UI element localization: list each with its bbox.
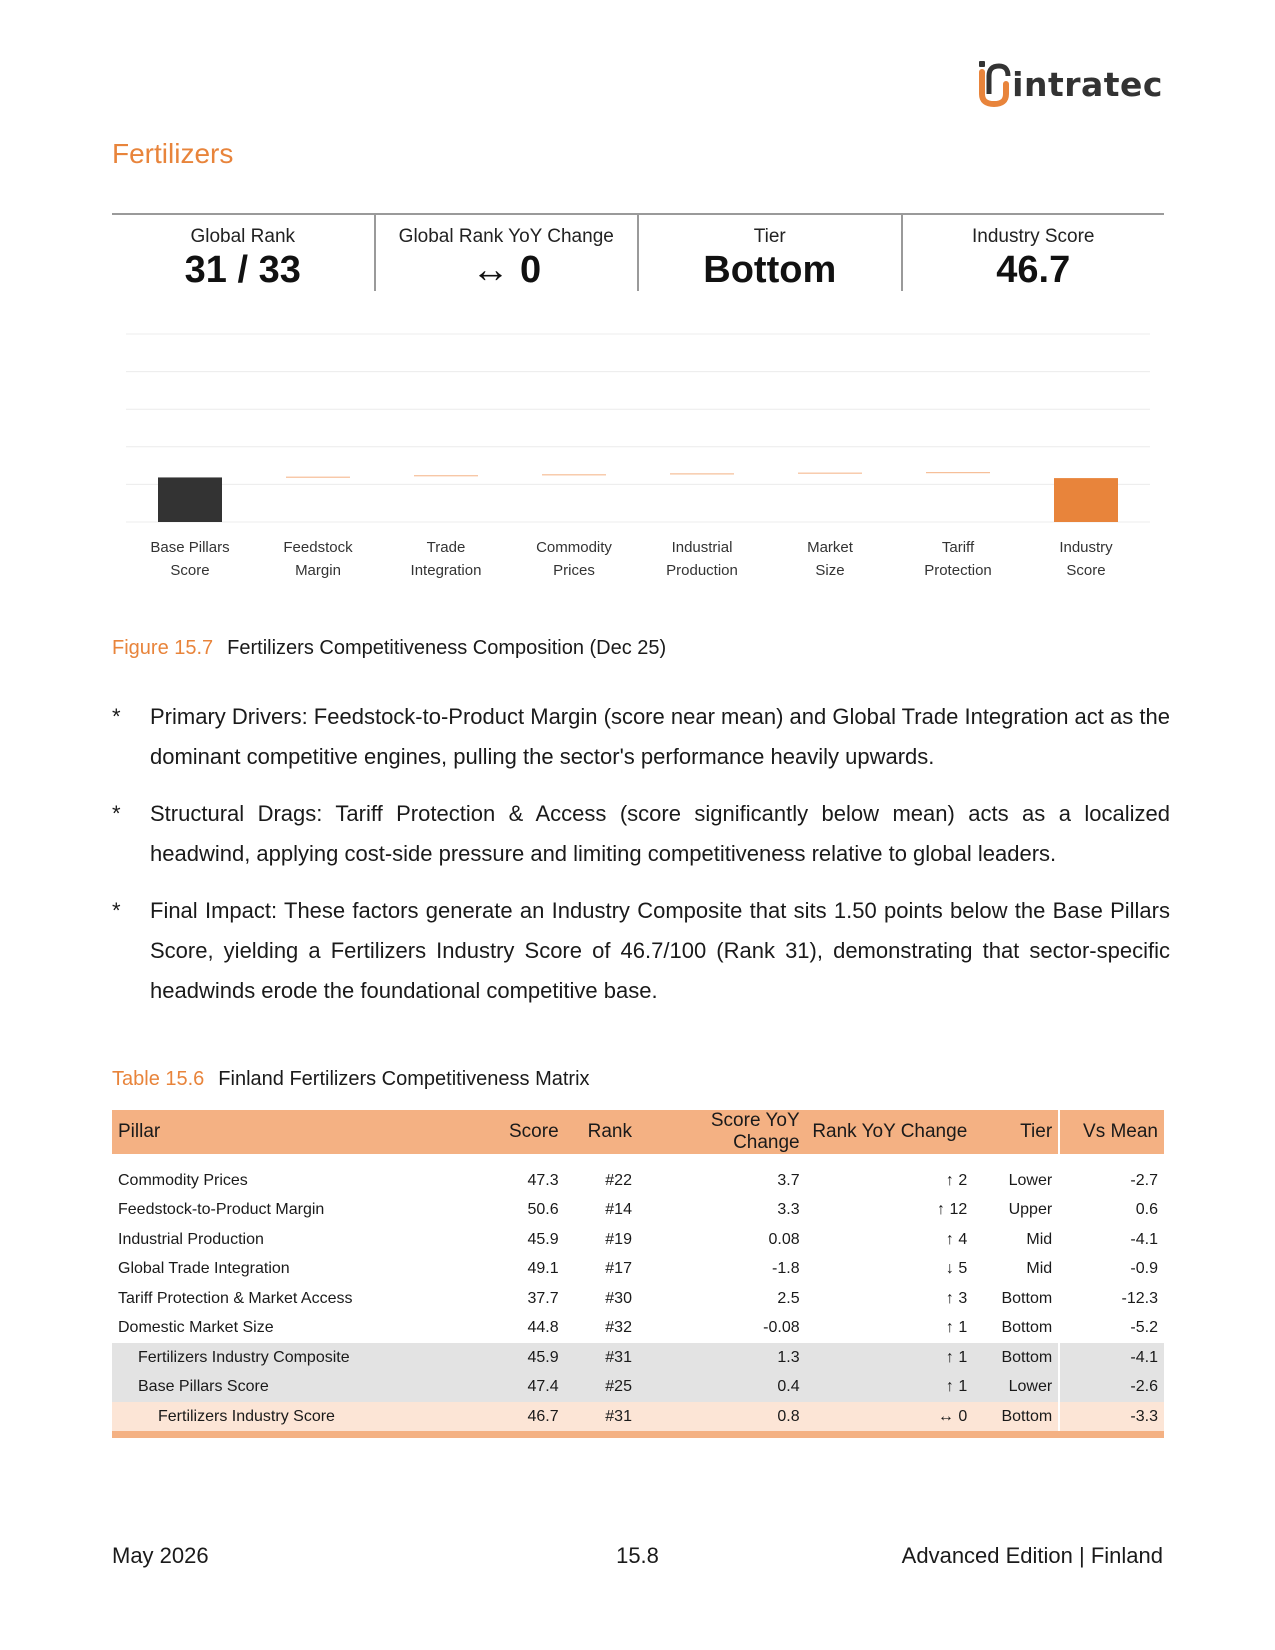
cell-score-yoy: 1.3 — [638, 1343, 806, 1373]
col-header-rank: Rank — [565, 1110, 638, 1154]
cell-rank: #17 — [605, 1260, 632, 1278]
competitiveness-matrix-table — [112, 1110, 1164, 1432]
logo-mark-icon — [977, 58, 1011, 110]
cell-tier: Lower — [1008, 1171, 1053, 1189]
cell-rank-yoy: ↑ 1 — [945, 1319, 968, 1337]
cell-pillar: Domestic Market Size — [118, 1319, 274, 1337]
table-row-base-pillars — [112, 1373, 1164, 1403]
cell-score-yoy: 3.3 — [777, 1201, 800, 1219]
chart-category-label: Market — [807, 539, 853, 556]
cell-score: 50.6 — [527, 1201, 559, 1219]
kpi-label: Industry Score — [972, 226, 1095, 247]
chart-category-label: Score — [170, 562, 210, 579]
cell-score: 45.9 — [527, 1230, 559, 1248]
cell-pillar: Base Pillars Score — [112, 1373, 500, 1403]
kpi-label: Global Rank YoY Change — [398, 226, 614, 247]
cell-rank: #31 — [565, 1402, 638, 1432]
chart-category-label: Commodity — [536, 539, 612, 556]
kpi-label: Global Rank — [190, 226, 296, 247]
cell-score: 46.7 — [500, 1402, 565, 1432]
col-header-vs-mean: Vs Mean — [1059, 1110, 1164, 1154]
cell-rank-yoy: ↑ 1 — [806, 1343, 974, 1373]
chart-category-label: Size — [815, 562, 845, 579]
table-row-industry-score — [112, 1402, 1164, 1432]
chart-category-label: Production — [666, 562, 738, 579]
cell-pillar: Global Trade Integration — [118, 1260, 290, 1278]
chart-category-label: Industry — [1059, 539, 1113, 556]
cell-vs-mean: -4.1 — [1059, 1343, 1164, 1373]
list-item — [112, 891, 1170, 1011]
cell-tier: Mid — [1026, 1230, 1053, 1248]
cell-score: 37.7 — [527, 1289, 559, 1307]
cell-score-yoy: 0.8 — [638, 1402, 806, 1432]
col-header-pillar: Pillar — [112, 1110, 500, 1154]
cell-pillar: Feedstock-to-Product Margin — [118, 1201, 325, 1219]
chart-category-label: Integration — [410, 562, 482, 579]
cell-rank: #25 — [565, 1373, 638, 1403]
kpi-value: Bottom — [703, 249, 837, 291]
chart-category-label: Tariff — [941, 539, 975, 556]
table-caption — [112, 1068, 590, 1091]
chart-bar — [670, 473, 734, 474]
chart-bar — [798, 473, 862, 474]
cell-vs-mean: -2.6 — [1059, 1373, 1164, 1403]
logo-text: intratec — [1012, 64, 1163, 104]
section-title: Fertilizers — [112, 138, 234, 169]
key-findings-list — [112, 697, 1170, 1028]
cell-pillar: Commodity Prices — [118, 1171, 248, 1189]
bullet-marker: * — [112, 801, 121, 826]
cell-score-yoy: -1.8 — [772, 1260, 800, 1278]
cell-rank-yoy: ↑ 1 — [806, 1373, 974, 1403]
table-spacer — [112, 1154, 1164, 1166]
col-header-rank-yoy: Rank YoY Change — [806, 1110, 974, 1154]
cell-vs-mean: -5.2 — [1059, 1314, 1164, 1344]
cell-tier: Mid — [1026, 1260, 1053, 1278]
cell-rank-yoy: ↑ 4 — [945, 1230, 968, 1248]
table-row — [112, 1196, 1164, 1226]
kpi-strip — [112, 213, 1164, 291]
cell-score-yoy: 0.4 — [638, 1373, 806, 1403]
chart-category-label: Margin — [295, 562, 341, 579]
footer-edition: Advanced Edition | Finland — [901, 1543, 1163, 1568]
bullet-marker: * — [112, 704, 121, 729]
table-row — [112, 1314, 1164, 1344]
kpi-label: Tier — [753, 226, 786, 247]
table-header-row — [112, 1110, 1164, 1154]
cell-rank-yoy: ↓ 5 — [945, 1260, 968, 1278]
chart-bar — [926, 472, 990, 473]
chart-category-label: Base Pillars — [150, 539, 230, 556]
cell-rank: #31 — [565, 1343, 638, 1373]
cell-vs-mean: 0.6 — [1059, 1196, 1164, 1226]
cell-pillar: Fertilizers Industry Composite — [112, 1343, 500, 1373]
cell-vs-mean: -12.3 — [1059, 1284, 1164, 1314]
chart-bar — [1054, 478, 1118, 522]
cell-rank-yoy: ↑ 2 — [945, 1171, 968, 1189]
kpi-value: 46.7 — [996, 249, 1071, 291]
cell-vs-mean: -2.7 — [1059, 1166, 1164, 1196]
kpi-value: 31 / 33 — [184, 249, 301, 291]
table-row-composite — [112, 1343, 1164, 1373]
cell-rank: #22 — [605, 1171, 632, 1189]
cell-rank-yoy: ↑ 12 — [937, 1201, 968, 1219]
table-row — [112, 1284, 1164, 1314]
cell-score-yoy: -0.08 — [763, 1319, 800, 1337]
cell-score: 47.3 — [527, 1171, 559, 1189]
cell-pillar: Fertilizers Industry Score — [112, 1402, 500, 1432]
cell-score: 47.4 — [500, 1373, 565, 1403]
chart-category-label: Industrial — [671, 539, 733, 556]
table-row — [112, 1255, 1164, 1285]
chart-bar — [158, 477, 222, 522]
cell-tier: Upper — [1008, 1201, 1053, 1219]
cell-score-yoy: 3.7 — [777, 1171, 800, 1189]
list-item — [112, 794, 1170, 874]
chart-bar — [542, 474, 606, 475]
cell-pillar: Industrial Production — [118, 1230, 264, 1248]
cell-pillar: Tariff Protection & Market Access — [118, 1289, 353, 1307]
figure-number: Figure 15.7 — [112, 637, 214, 659]
cell-score-yoy: 2.5 — [777, 1289, 800, 1307]
cell-score: 44.8 — [527, 1319, 559, 1337]
chart-category-label: Trade — [426, 539, 466, 556]
cell-rank-yoy: ↔ 0 — [806, 1402, 974, 1432]
footer-date: May 2026 — [112, 1543, 209, 1568]
kpi-global-rank — [112, 215, 376, 291]
chart-category-label: Prices — [553, 562, 595, 579]
cell-tier: Bottom — [973, 1343, 1059, 1373]
cell-score-yoy: 0.08 — [768, 1230, 800, 1248]
intratec-logo — [977, 56, 1163, 112]
table-row — [112, 1225, 1164, 1255]
cell-rank: #14 — [605, 1201, 632, 1219]
list-item — [112, 697, 1170, 777]
cell-vs-mean: -4.1 — [1059, 1225, 1164, 1255]
table-bottom-bar — [112, 1431, 1164, 1438]
waterfall-chart — [112, 320, 1164, 610]
col-header-score: Score — [500, 1110, 565, 1154]
cell-tier: Bottom — [1001, 1289, 1053, 1307]
cell-vs-mean: -3.3 — [1059, 1402, 1164, 1432]
cell-tier: Bottom — [973, 1402, 1059, 1432]
table-row — [112, 1166, 1164, 1196]
kpi-rank-yoy-change — [376, 215, 640, 291]
figure-caption-text: Fertilizers Competitiveness Composition (Dec 25) — [227, 637, 667, 659]
chart-bar — [286, 477, 350, 478]
bullet-text: Primary Drivers: Feedstock-to-Product Margin (score near mean) and Global Trade Integration act as the dominant competitive engines, pulling the sector's performance heavily upwards. — [150, 704, 1170, 769]
chart-bar — [414, 475, 478, 476]
footer-page-number: 15.8 — [616, 1543, 659, 1568]
chart-category-label: Score — [1066, 562, 1106, 579]
figure-caption — [112, 637, 666, 660]
waterfall-chart-svg — [112, 320, 1164, 610]
kpi-value: ↔ 0 — [471, 249, 542, 291]
table-number: Table 15.6 — [112, 1068, 205, 1090]
cell-tier: Lower — [973, 1373, 1059, 1403]
col-header-tier: Tier — [973, 1110, 1059, 1154]
cell-score: 49.1 — [527, 1260, 559, 1278]
cell-rank: #30 — [605, 1289, 632, 1307]
bullet-marker: * — [112, 898, 121, 923]
cell-tier: Bottom — [1001, 1319, 1053, 1337]
kpi-tier — [639, 215, 903, 291]
chart-category-label: Feedstock — [283, 539, 353, 556]
table-caption-text: Finland Fertilizers Competitiveness Matrix — [218, 1068, 590, 1090]
cell-vs-mean: -0.9 — [1059, 1255, 1164, 1285]
cell-rank: #19 — [605, 1230, 632, 1248]
chart-category-label: Protection — [924, 562, 992, 579]
cell-rank-yoy: ↑ 3 — [945, 1289, 968, 1307]
cell-rank: #32 — [605, 1319, 632, 1337]
col-header-score-yoy: Score YoY Change — [638, 1110, 806, 1154]
kpi-industry-score — [903, 215, 1165, 291]
bullet-text: Final Impact: These factors generate an Industry Composite that sits 1.50 points below the Base Pillars Score, yielding a Fertilizers Industry Score of 46.7/100 (Rank 31), demonstrating that sector-specific headwinds erode the foundational competitive base. — [150, 898, 1170, 1003]
cell-score: 45.9 — [500, 1343, 565, 1373]
bullet-text: Structural Drags: Tariff Protection & Access (score significantly below mean) acts as a localized headwind, applying cost-side pressure and limiting competitiveness relative to global leaders. — [150, 801, 1170, 866]
